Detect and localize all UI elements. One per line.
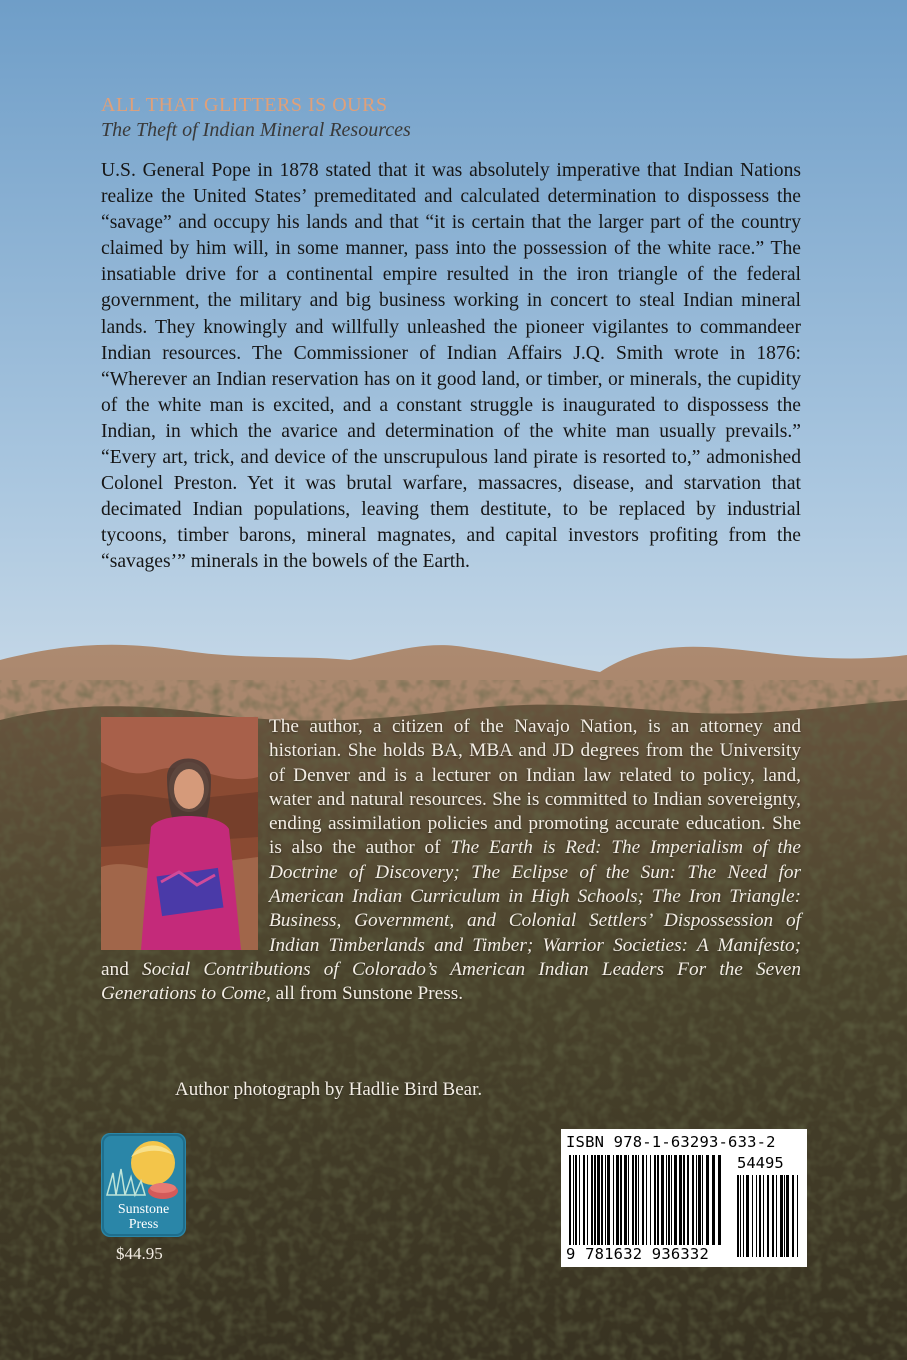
ean-digits: 9 781632 936332 [566,1245,709,1263]
barcode-bar [683,1155,685,1245]
barcode-addon-bar [786,1175,789,1257]
barcode-addon-bar [740,1175,741,1257]
barcode-addon-bar [756,1175,757,1257]
barcode-bar [712,1155,715,1245]
barcode-addon-bar [752,1175,753,1257]
book-title: ALL THAT GLITTERS IS OURS [101,94,388,116]
barcode-addon-bar [772,1175,774,1257]
publisher-name-line1: Sunstone [117,1202,170,1217]
barcode-addon-bar [767,1175,769,1257]
publisher-name [101,1202,186,1232]
barcode-bar [594,1155,596,1245]
book-subtitle: The Theft of Indian Mineral Resources [101,119,411,141]
barcode-bar [642,1155,644,1245]
book-title-3: The Iron Triangle: Business, Government, and Colonial Settlers’ Dispossession of Indian Timberlands and Timber; [269,886,801,956]
barcode-bar [632,1155,634,1245]
barcode-bar [646,1155,647,1245]
barcode-bar [591,1155,593,1245]
barcode-bar [620,1155,622,1245]
barcode-addon-bar [746,1175,749,1257]
barcode-bar [597,1155,600,1245]
barcode-addon-bar [797,1175,798,1257]
barcode-bar [706,1155,709,1245]
book-description: U.S. General Pope in 1878 stated that it was absolutely imperative that Indian Nations realize the United States’ premeditated and calculated determination to dispossess the “savage” and occupy his lands and that “it is certain that the larger part of the country claimed by him will, in some manner, pass into the possession of the white race.” The insatiable drive for a continental empire resulted in the iron triangle of the federal government, the military and big business working in concert to steal Indian mineral lands. They knowingly and willfully unleashed the pioneer vigilantes to commandeer Indian resources. The Commissioner of Indian Affairs J.Q. Smith wrote in 1876: “Wherever an Indian reservation has on it good land, or timber, or minerals, the cupidity of the white man is excited, and a constant struggle is inaugurated to dispossess the Indian, in which the avarice and determination of the white man usually prevails.” “Every art, trick, and device of the unscrupulous land pirate is resorted to,” admonished Colonel Preston. Yet it was brutal warfare, massacres, disease, and starvation that decimated Indian populations, leaving them destitute, to be replaced by industrial tycoons, timber barons, mineral magnates, and capital investors profiting from the “savages’” minerals in the bowels of the Earth. [101,160,801,573]
barcode-bar [650,1155,651,1245]
barcode-bar [674,1155,677,1245]
book-title-2: The Eclipse of the Sun: The Need for American Indian Curriculum in High Schools; [269,861,801,908]
barcode-addon-bar [784,1175,785,1257]
barcode-bar [635,1155,637,1245]
barcode-bar [607,1155,610,1245]
barcode-bar [616,1155,619,1245]
barcode-bar [579,1155,580,1245]
author-bio [101,715,801,1007]
barcode-addon-bar [792,1175,794,1257]
book-title-4: Warrior Societies: A Manifesto; [542,934,802,956]
bio-and: and [101,958,143,980]
bio-intro: The author, a citizen of the Navajo Nation, is an attorney and historian. She holds BA, MBA and JD degrees from the University of Denver and is a lecturer on Indian law related to policy, land, water and natural resources. She is committed to Indian sovereignty, ending assimilation policies and promoting accurate education. She is also the author of [269,716,801,859]
barcode-bar [671,1155,672,1245]
barcode-bar [587,1155,588,1245]
barcode-bar [605,1155,606,1245]
isbn-number: ISBN 978-1-63293-633-2 [566,1133,776,1151]
price-code: 54495 [737,1154,784,1172]
barcode-bar [601,1155,603,1245]
barcode-addon-bar [776,1175,777,1257]
photo-credit: Author photograph by Hadlie Bird Bear. [175,1079,483,1100]
barcode-bar [687,1155,689,1245]
barcode-bar [657,1155,659,1245]
barcode-bar [696,1155,697,1245]
barcode-bar [698,1155,701,1245]
barcode-bar [702,1155,703,1245]
barcode-addon-bar [780,1175,783,1257]
barcode-bar [583,1155,585,1245]
barcode-bar [654,1155,656,1245]
book-title-5: Social Contributions of Colorado’s American Indian Leaders For the Seven Generations to Come, [101,958,801,1005]
barcode-bar [628,1155,629,1245]
barcode-bar [692,1155,694,1245]
barcode-bar [668,1155,670,1245]
book-price: $44.95 [116,1244,163,1263]
barcode-bar [666,1155,667,1245]
barcode-bar [569,1155,571,1245]
barcode-bar [575,1155,577,1245]
bio-end: all from Sunstone Press. [270,983,464,1005]
barcode-bar [661,1155,664,1245]
publisher-name-line2: Press [128,1217,159,1232]
book-title-1: The Earth is Red: The Imperialism of the Doctrine of Discovery; [269,837,801,883]
barcode-bar [624,1155,627,1245]
barcode-addon-bar [763,1175,764,1257]
barcode-bar [573,1155,574,1245]
barcode-bar [679,1155,682,1245]
barcode-addon-bar [759,1175,761,1257]
barcode-addon-bar [743,1175,744,1257]
barcode-bar [638,1155,639,1245]
barcode-bar [613,1155,614,1245]
barcode-addon-bar [737,1175,739,1257]
barcode-bar [718,1155,721,1245]
